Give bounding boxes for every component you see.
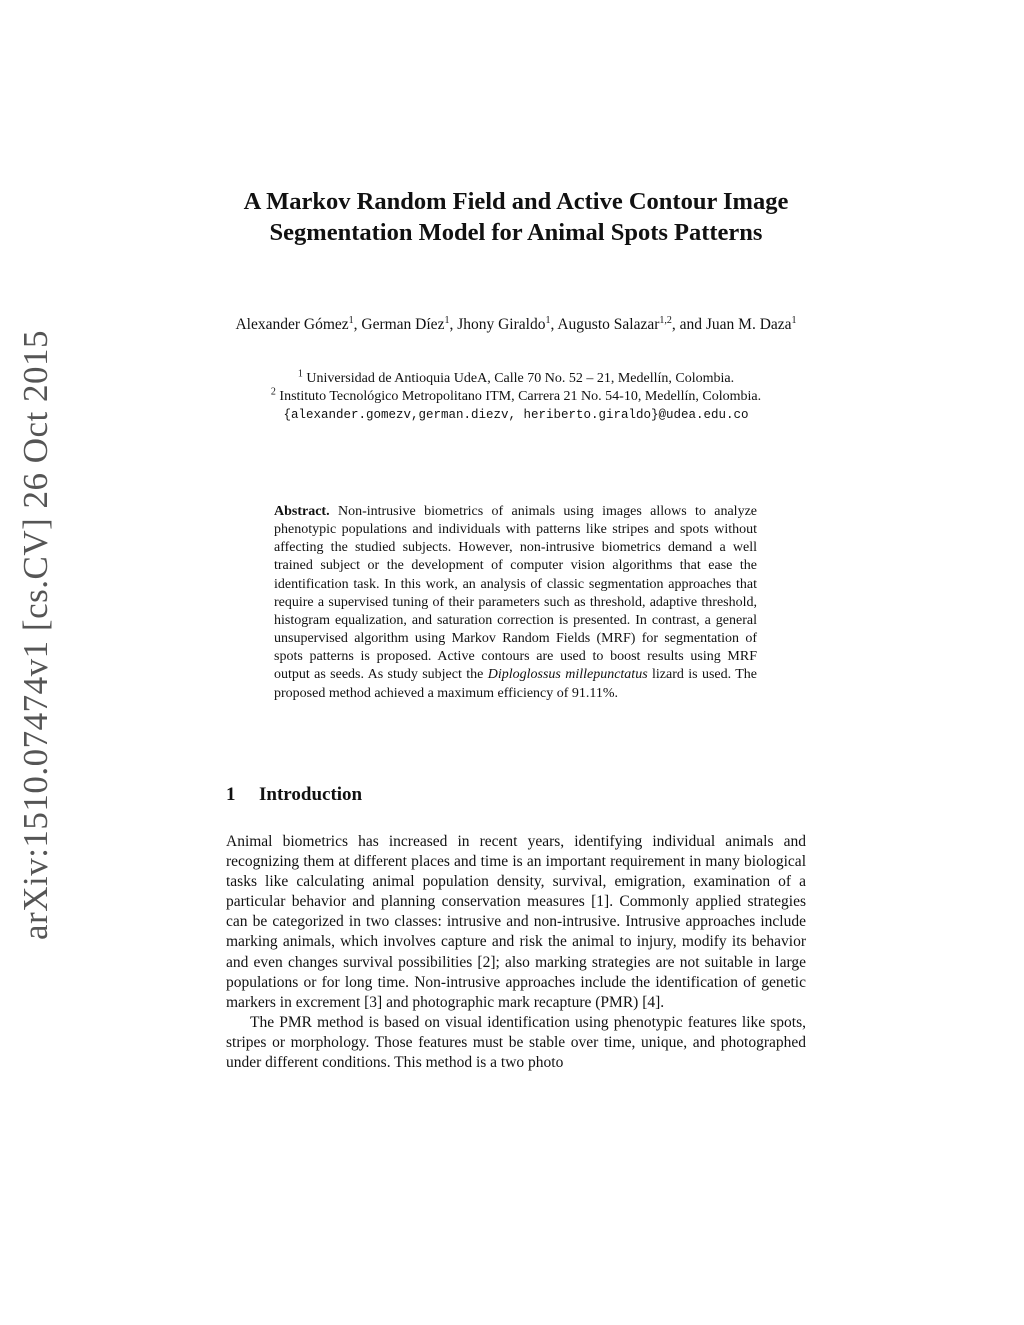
affiliation-text: Universidad de Antioquia UdeA, Calle 70 No. 52 – 21, Medellín, Colombia. xyxy=(302,371,735,386)
author-list xyxy=(226,314,806,335)
author-affiliation-mark: 1 xyxy=(545,314,551,326)
author-emails xyxy=(226,406,806,424)
affiliation-text: Instituto Tecnológico Metropolitano ITM, Carrera 21 No. 54-10, Medellín, Colombia. xyxy=(275,389,762,404)
affiliation-2 xyxy=(226,388,806,406)
species-name: Diploglossus millepunctatus xyxy=(487,667,648,683)
abstract-text-end: lizard is used. The proposed method achieved a maximum efficiency of 91.11%. xyxy=(274,667,758,701)
paper-title: A Markov Random Field and Active Contour Image Segmentation Model for Animal Spots Patterns xyxy=(243,188,789,246)
author-affiliation-mark: 1,2 xyxy=(659,314,672,326)
author-name: Alexander Gómez xyxy=(235,316,349,333)
affiliation-mark: 2 xyxy=(270,386,276,398)
author-name: , Augusto Salazar xyxy=(550,316,660,333)
affiliation-mark: 1 xyxy=(297,368,303,380)
section-body xyxy=(226,832,806,1073)
body-paragraph: Animal biometrics has increased in recent years, identifying individual animals and recognizing them at different places and time is an important requirement in many biological tasks like calculating animal population density, survival, emigration, examination of a particular behavior and planning conservation measures [1]. Commonly applied strategies can be categorized in two classes: intrusive and non-intrusive. Intrusive approaches include marking animals, which involves capture and risk the animal to injury, modify its behavior and even changes survival possibilities [2]; also marking strategies are not suitable in large populations or for long time. Non-intrusive approaches include the identification of genetic markers in excrement [3] and photographic mark recapture (PMR) [4]. xyxy=(226,833,806,1011)
abstract-text: Non-intrusive biometrics of animals using images allows to analyze phenotypic populations and individuals with patterns like stripes and spots without affecting the studied subjects. However, non-intrusive biometrics demand a well trained subject or the development of computer vision algorithms that ease the identification task. In this work, an analysis of classic segmentation approaches that require a supervised tuning of their parameters such as threshold, adaptive threshold, histogram equalization, and saturation correction is presented. In contrast, a general unsupervised algorithm using Markov Random Fields (MRF) for segmentation of spots patterns is proposed. Active contours are used to boost results using MRF output as seeds. As study subject the xyxy=(274,504,757,683)
body-paragraph: The PMR method is based on visual identification using phenotypic features like spots, stripes or morphology. Those features must be stable over time, unique, and photographed under different conditions. This method is a two photo xyxy=(226,1013,806,1072)
section-title: Introduction xyxy=(259,784,363,805)
abstract-label: Abstract. xyxy=(274,504,330,519)
author-affiliation-mark: 1 xyxy=(444,314,450,326)
author-name: , German Díez xyxy=(353,316,445,333)
affiliations xyxy=(226,370,806,424)
email-list: {alexander.gomezv,german.diezv, heriberto.giraldo}@udea.edu.co xyxy=(283,408,749,422)
author-affiliation-mark: 1 xyxy=(348,314,354,326)
affiliation-1 xyxy=(226,370,806,388)
section-number: 1 xyxy=(226,784,236,805)
author-name: , Jhony Giraldo xyxy=(449,316,546,333)
section-heading xyxy=(226,784,362,806)
author-name: , and Juan M. Daza xyxy=(671,316,792,333)
arxiv-identifier: arXiv:1510.07474v1 [cs.CV] 26 Oct 2015 xyxy=(16,329,55,940)
abstract xyxy=(274,503,757,703)
author-affiliation-mark: 1 xyxy=(791,314,797,326)
